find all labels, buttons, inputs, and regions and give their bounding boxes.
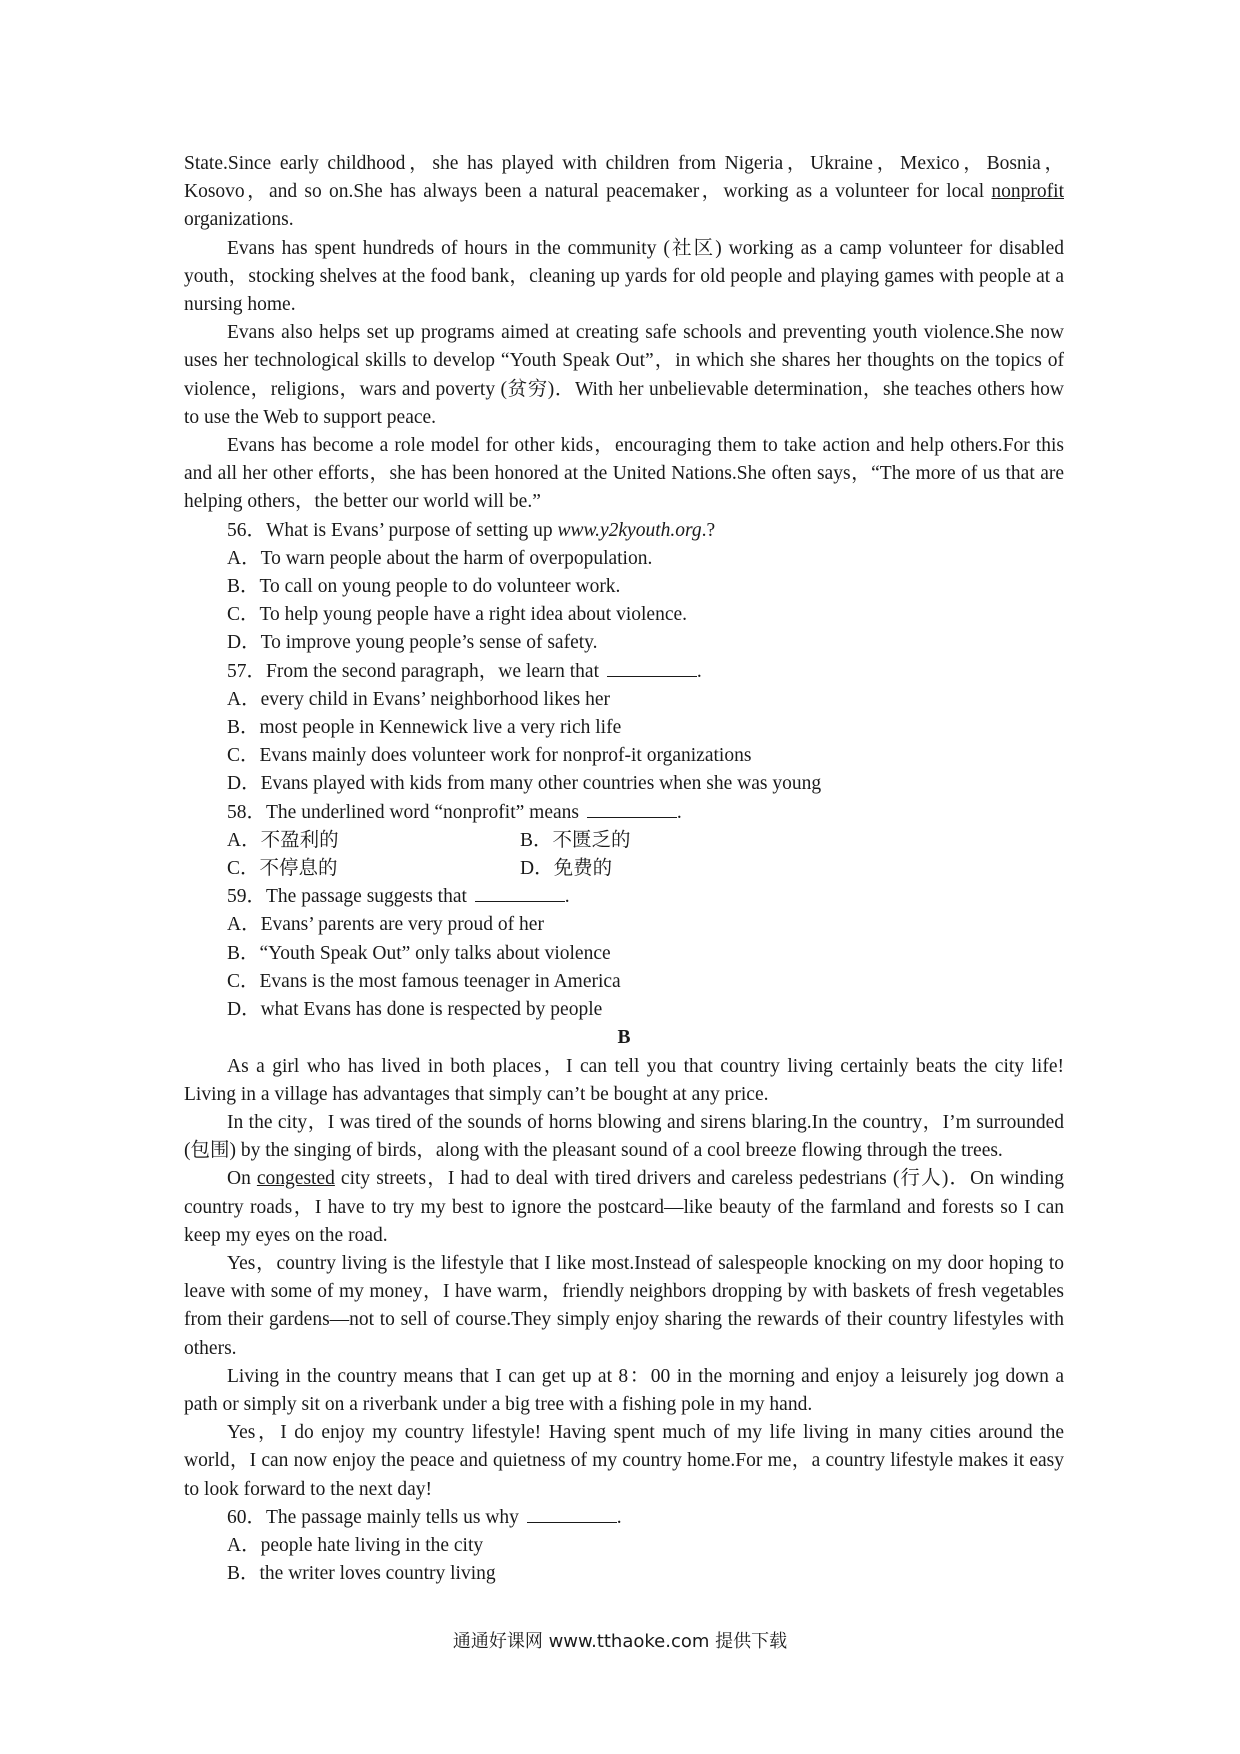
question-60: 60．The passage mainly tells us why . — [184, 1504, 1064, 1532]
question-59-option-a: A．Evans’ parents are very proud of her — [227, 914, 544, 936]
question-56: 56．What is Evans’ purpose of setting up www.y2kyouth.org.? — [227, 519, 716, 541]
question-58-options-row-2 — [184, 855, 1064, 883]
underlined-word-congested: congested — [256, 1168, 335, 1190]
question-59-option-c: C．Evans is the most famous teenager in America — [227, 970, 621, 992]
question-60-option-a: A．people hate living in the city — [227, 1534, 484, 1556]
passage-b-paragraph-3: On congested city streets，I had to deal with tired drivers and careless pedestrians (行人)．On winding country roads，I have to try my best to ignore the postcard—like beauty of the farmland and forests so I can keep my eyes on the road. — [184, 1168, 1064, 1246]
passage-b-paragraph-6: Yes，I do enjoy my country lifestyle! Having spent much of my life living in many cities around the world，I can now enjoy the peace and quietness of my country home.For me，a country lifestyle makes it easy to look forward to the next day! — [184, 1422, 1064, 1500]
question-56-option-b: B．To call on young people to do volunteer work. — [227, 576, 621, 598]
question-57-option-a: A．every child in Evans’ neighborhood likes her — [227, 688, 611, 710]
answer-blank — [527, 1504, 617, 1523]
passage-b-paragraph-1: As a girl who has lived in both places，I can tell you that country living certainly beats the city life! Living in a village has advantages that simply can’t be bought at any price. — [184, 1055, 1064, 1105]
passage-a-paragraph-4: Evans has become a role model for other kids，encouraging them to take action and help others.For this and all her other efforts，she has been honored at the United Nations.She often says，“The more of us that are helping others，the better our world will be.” — [184, 435, 1064, 513]
question-57-option-b: B．most people in Kennewick live a very rich life — [227, 717, 622, 739]
page-footer: 通通好课网 www.tthaoke.com 提供下载 — [452, 1631, 788, 1652]
question-58-options-row-1 — [184, 827, 1064, 855]
question-58-option-a: A．不盈利的 — [227, 829, 339, 851]
answer-blank — [587, 799, 677, 818]
passage-b-paragraph-4: Yes，country living is the lifestyle that I like most.Instead of salespeople knocking on my door hoping to leave with some of my money，I have warm，friendly neighbors dropping by with baskets of fresh vegetables from their gardens—not to sell of course.They simply enjoy sharing the rewards of their country lifestyles with others. — [184, 1252, 1064, 1359]
question-56-option-c: C．To help young people have a right idea about violence. — [227, 604, 688, 626]
question-59: 59．The passage suggests that . — [184, 883, 1064, 911]
question-58: 58．The underlined word “nonprofit” means . — [184, 799, 1064, 827]
question-57: 57．From the second paragraph，we learn that . — [184, 658, 1064, 686]
question-56-option-d: D．To improve young people’s sense of safety. — [227, 632, 598, 654]
question-58-option-d: D．免费的 — [520, 858, 613, 880]
passage-a-paragraph-3: Evans also helps set up programs aimed at creating safe schools and preventing youth violence.She now uses her technological skills to develop “Youth Speak Out”，in which she shares her thoughts on the topics of violence，religions，wars and poverty (贫穷)．With her unbelievable determination，she teaches others how to use the Web to support peace. — [184, 322, 1064, 428]
section-b-heading: B — [617, 1027, 631, 1049]
question-60-option-b: B．the writer loves country living — [227, 1563, 496, 1585]
question-59-option-b: B．“Youth Speak Out” only talks about violence — [227, 942, 611, 964]
passage-b-paragraph-2: In the city，I was tired of the sounds of horns blowing and sirens blaring.In the country，I’m surrounded (包围) by the singing of birds，along with the pleasant sound of a cool breeze flowing through the trees. — [184, 1111, 1064, 1162]
passage-a-paragraph-1: State.Since early childhood，she has played with children from Nigeria，Ukraine，Mexico，Bosnia，Kosovo，and so on.She has always been a natural peacemaker，working as a volunteer for local nonprofit organizations. — [184, 153, 1064, 231]
document-page — [184, 150, 1064, 1588]
question-57-option-d: D．Evans played with kids from many other countries when she was young — [227, 773, 822, 795]
answer-blank — [475, 883, 565, 902]
underlined-word-nonprofit: nonprofit — [991, 181, 1064, 203]
passage-b-paragraph-5: Living in the country means that I can get up at 8：00 in the morning and enjoy a leisurely jog down a path or simply sit on a riverbank under a big tree with a fishing pole in my hand. — [184, 1365, 1064, 1415]
question-56-option-a: A．To warn people about the harm of overpopulation. — [227, 547, 653, 569]
question-57-option-c: C．Evans mainly does volunteer work for nonprof-it organizations — [227, 745, 752, 767]
question-59-option-d: D．what Evans has done is respected by people — [227, 999, 603, 1021]
question-58-option-b: B．不匮乏的 — [520, 829, 631, 851]
question-58-option-c: C．不停息的 — [227, 858, 338, 880]
answer-blank — [607, 658, 697, 677]
passage-a-paragraph-2: Evans has spent hundreds of hours in the community (社区) working as a camp volunteer for disabled youth，stocking shelves at the food bank，cleaning up yards for old people and playing games with people at a nursing home. — [184, 237, 1064, 316]
